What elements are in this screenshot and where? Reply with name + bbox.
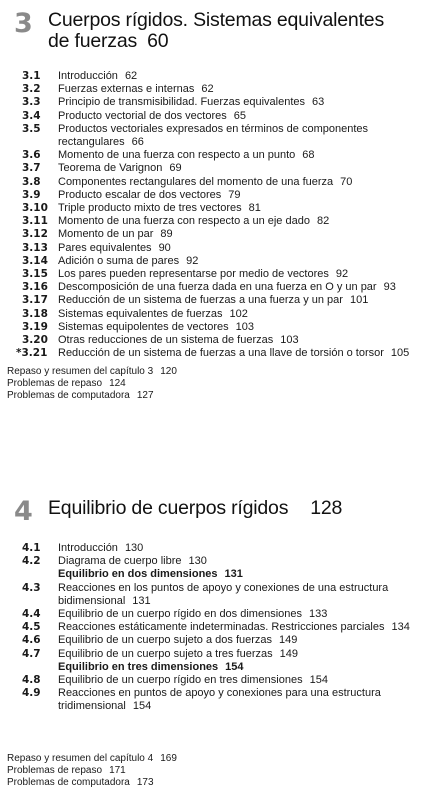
toc-entry: [22, 123, 430, 149]
toc-entry-title: Reacciones en puntos de apoyo y conexiones para una estructura: [58, 687, 381, 700]
toc-entry-number: 3.18: [22, 307, 48, 320]
toc-entry-page: 90: [158, 241, 171, 254]
review-entry: [7, 753, 177, 765]
review-entry-title: Problemas de repaso: [7, 765, 103, 777]
toc-entry-title: Reacciones en los puntos de apoyo y conexiones de una estructura: [58, 581, 389, 594]
toc-entry-title: Producto escalar de dos vectores: [58, 188, 222, 201]
toc-entry-page: 101: [349, 294, 369, 307]
toc-entry: [22, 255, 430, 268]
toc-entry-title: Diagrama de cuerpo libre: [58, 555, 182, 568]
toc-entry-number: 4.9: [22, 687, 41, 700]
toc-entry-page: 82: [316, 215, 330, 228]
chapter-3-title-line1: Cuerpos rígidos. Sistemas equivalentes: [48, 9, 384, 31]
toc-entry: [22, 608, 430, 621]
toc-entry-title: Principio de transmisibilidad. Fuerzas equivalentes: [58, 96, 306, 109]
toc-entry-title: Los pares pueden representarse por medio de vectores: [58, 268, 329, 281]
toc-entry-number: [22, 568, 58, 581]
chapter-3-toc: [16, 70, 430, 360]
toc-entry-page: 131: [132, 594, 151, 607]
toc-entry: [22, 189, 430, 202]
toc-entry: [22, 542, 430, 555]
review-entry-page: 173: [136, 777, 154, 789]
toc-entry-title: Reacciones estáticamente indeterminadas. Restricciones parciales: [58, 621, 385, 634]
toc-entry-number: 3.3: [22, 96, 41, 109]
toc-entry: [22, 96, 430, 109]
review-entry-title: Repaso y resumen del capítulo 4: [7, 753, 154, 764]
toc-entry: [22, 215, 430, 228]
toc-entry-page: 63: [312, 96, 325, 109]
toc-entry: [22, 228, 430, 241]
chapter-3-review: [7, 366, 177, 403]
toc-entry-page: 154: [132, 700, 152, 713]
toc-entry: [22, 582, 430, 608]
review-entry: [7, 378, 177, 390]
toc-entry-title: Introducción: [58, 542, 118, 554]
review-entry-page: 171: [109, 765, 126, 777]
toc-entry-title: Reducción de un sistema de fuerzas a una fuerza y un par: [58, 294, 343, 307]
toc-entry: [22, 83, 430, 96]
toc-entry-title: Pares equivalentes: [58, 241, 152, 254]
toc-subheading: [22, 661, 430, 674]
toc-entry-page: 102: [229, 307, 248, 320]
toc-entry: [22, 176, 430, 189]
toc-entry-number: 4.8: [22, 674, 41, 687]
toc-entry: [22, 149, 430, 162]
toc-entry-title: Reducción de un sistema de fuerzas a una llave de torsión o torsor: [58, 347, 384, 360]
toc-entry-page: 103: [280, 334, 299, 347]
toc-entry-number: 3.5: [22, 122, 41, 135]
toc-entry-title: Equilibrio de un cuerpo sujeto a tres fuerzas: [58, 647, 273, 660]
review-entry-page: 127: [136, 390, 154, 402]
chapter-4-title: [48, 498, 342, 525]
toc-entry-page: 66: [131, 136, 144, 149]
toc-entry-page: 69: [169, 162, 182, 175]
toc-entry-page: 154: [225, 660, 244, 673]
toc-entry-title-cont: tridimensional: [58, 700, 126, 713]
toc-entry-title: Triple producto mixto de tres vectores: [58, 202, 242, 215]
toc-entry-number: 3.12: [22, 228, 48, 241]
chapter-4-heading: [14, 498, 342, 525]
chapter-4-page: 128: [310, 497, 343, 519]
chapter-4-toc: [22, 542, 430, 714]
toc-entry-number: 4.7: [22, 647, 41, 660]
toc-entry-title: Momento de una fuerza con respecto a un eje dado: [58, 215, 310, 228]
review-entry: [7, 765, 177, 777]
review-entry-title: Problemas de computadora: [7, 777, 130, 789]
toc-entry-title-cont: rectangulares: [58, 136, 125, 149]
toc-entry-page: 70: [340, 175, 353, 188]
toc-entry-page: 65: [233, 109, 247, 122]
toc-entry: [22, 202, 430, 215]
toc-entry-page: 62: [201, 83, 214, 96]
toc-entry-page: 130: [188, 555, 207, 568]
review-entry-page: 124: [109, 378, 126, 390]
toc-entry-title: Productos vectoriales expresados en términos de componentes: [58, 122, 369, 135]
review-entry-title: Problemas de repaso: [7, 378, 103, 390]
toc-entry-page: 79: [228, 188, 241, 201]
toc-entry: [22, 648, 430, 661]
toc-entry-number: 3.14: [22, 254, 48, 267]
review-entry: [7, 777, 177, 789]
toc-entry-page: 68: [302, 149, 315, 162]
review-entry: [7, 390, 177, 402]
toc-entry: [22, 621, 430, 634]
toc-entry-number: 3.2: [22, 83, 41, 96]
toc-entry: [22, 162, 430, 175]
review-entry: [7, 366, 177, 378]
toc-entry: [22, 110, 430, 123]
toc-entry-title-cont: bidimensional: [58, 594, 126, 607]
toc-entry-title: Producto vectorial de dos vectores: [58, 109, 227, 122]
toc-entry-page: 103: [235, 320, 254, 333]
toc-entry-page: 134: [391, 621, 410, 634]
chapter-4-title-text: Equilibrio de cuerpos rígidos: [48, 497, 289, 519]
toc-entry-number: 4.3: [22, 581, 41, 594]
toc-entry-number: 3.1: [22, 70, 41, 82]
toc-entry-page: 105: [390, 347, 410, 360]
toc-entry-title: Momento de un par: [58, 228, 154, 241]
toc-entry-title: Adición o suma de pares: [58, 254, 180, 267]
toc-entry-number: 4.4: [22, 608, 41, 621]
chapter-3-number: 3: [14, 8, 33, 39]
toc-entry-title: Componentes rectangulares del momento de una fuerza: [58, 175, 334, 188]
toc-entry: [22, 334, 430, 347]
chapter-3-title-line2: de fuerzas: [48, 30, 138, 52]
review-entry-title: Problemas de computadora: [7, 390, 130, 402]
chapter-4-number: 4: [14, 496, 33, 527]
toc-entry-number: 3.4: [22, 109, 41, 122]
toc-entry-number: 3.7: [22, 162, 41, 175]
toc-entry-number: 3.8: [22, 175, 41, 188]
toc-entry-page: 149: [279, 647, 298, 660]
toc-entry-number: 3.9: [22, 188, 41, 201]
toc-entry-title: Sistemas equivalentes de fuerzas: [58, 307, 223, 320]
toc-entry-title: Sistemas equipolentes de vectores: [58, 320, 229, 333]
toc-entry-number: 4.6: [22, 634, 41, 647]
toc-entry-title: Teorema de Varignon: [58, 162, 163, 175]
toc-entry-number: 3.10: [22, 202, 48, 215]
toc-entry-number: 3.17: [22, 294, 48, 307]
toc-entry-number: 3.15: [22, 268, 48, 281]
toc-entry: [22, 687, 430, 713]
toc-entry-page: 149: [279, 634, 298, 647]
toc-entry: [22, 268, 430, 281]
toc-entry: [22, 634, 430, 647]
toc-entry: [22, 242, 430, 255]
toc-entry-number: 3.6: [22, 149, 41, 162]
toc-entry-page: 93: [383, 281, 396, 294]
toc-entry-number: 3.16: [22, 281, 48, 294]
toc-entry-number: 3.20: [22, 334, 48, 347]
toc-entry-title: Momento de una fuerza con respecto a un punto: [58, 149, 296, 162]
toc-entry-title: Equilibrio de un cuerpo rígido en dos dimensiones: [58, 608, 302, 621]
toc-entry: [22, 674, 430, 687]
toc-entry-number: 4.2: [22, 555, 41, 568]
toc-entry-page: 92: [186, 254, 199, 267]
toc-entry-title: Equilibrio en tres dimensiones: [58, 660, 219, 673]
chapter-3-title: [48, 10, 384, 52]
toc-entry: [22, 308, 430, 321]
toc-entry-page: 154: [309, 674, 328, 687]
toc-entry: [22, 321, 430, 334]
toc-entry-number: 3.11: [22, 215, 48, 228]
toc-entry-title: Fuerzas externas e internas: [58, 83, 195, 96]
toc-entry-number: *3.21: [16, 347, 48, 360]
toc-entry-page: 131: [224, 568, 243, 581]
toc-entry: [16, 347, 430, 360]
toc-entry-number: 3.19: [22, 320, 48, 333]
toc-entry: [22, 555, 430, 568]
toc-entry-number: [22, 661, 58, 674]
toc-entry-title: Descomposición de una fuerza dada en una fuerza en O y un par: [58, 281, 377, 294]
toc-entry-number: 4.5: [22, 621, 41, 634]
toc-entry-title: Equilibrio de un cuerpo sujeto a dos fuerzas: [58, 634, 273, 647]
toc-entry-page: 92: [335, 268, 349, 281]
toc-entry-title: Equilibrio de un cuerpo rígido en tres dimensiones: [58, 674, 303, 687]
toc-entry-title: Introducción: [58, 70, 118, 82]
toc-entry-page: 81: [248, 202, 261, 215]
toc-entry-page: 130: [124, 542, 144, 554]
toc-entry-page: 62: [124, 70, 138, 82]
chapter-4-review: [7, 753, 177, 790]
chapter-3-heading: [14, 10, 384, 52]
toc-entry: [22, 70, 430, 83]
toc-entry-page: 89: [160, 228, 173, 241]
toc-entry-title: Otras reducciones de un sistema de fuerzas: [58, 334, 274, 347]
toc-entry-number: 4.1: [22, 542, 41, 554]
toc-entry-title: Equilibrio en dos dimensiones: [58, 568, 218, 581]
review-entry-page: 120: [160, 366, 177, 377]
review-entry-page: 169: [160, 753, 177, 764]
review-entry-title: Repaso y resumen del capítulo 3: [7, 366, 154, 377]
toc-entry-page: 133: [309, 608, 328, 621]
toc-entry: [22, 294, 430, 307]
toc-entry: [22, 281, 430, 294]
chapter-3-page: 60: [147, 30, 169, 52]
toc-subheading: [22, 568, 430, 581]
toc-entry-number: 3.13: [22, 241, 48, 254]
